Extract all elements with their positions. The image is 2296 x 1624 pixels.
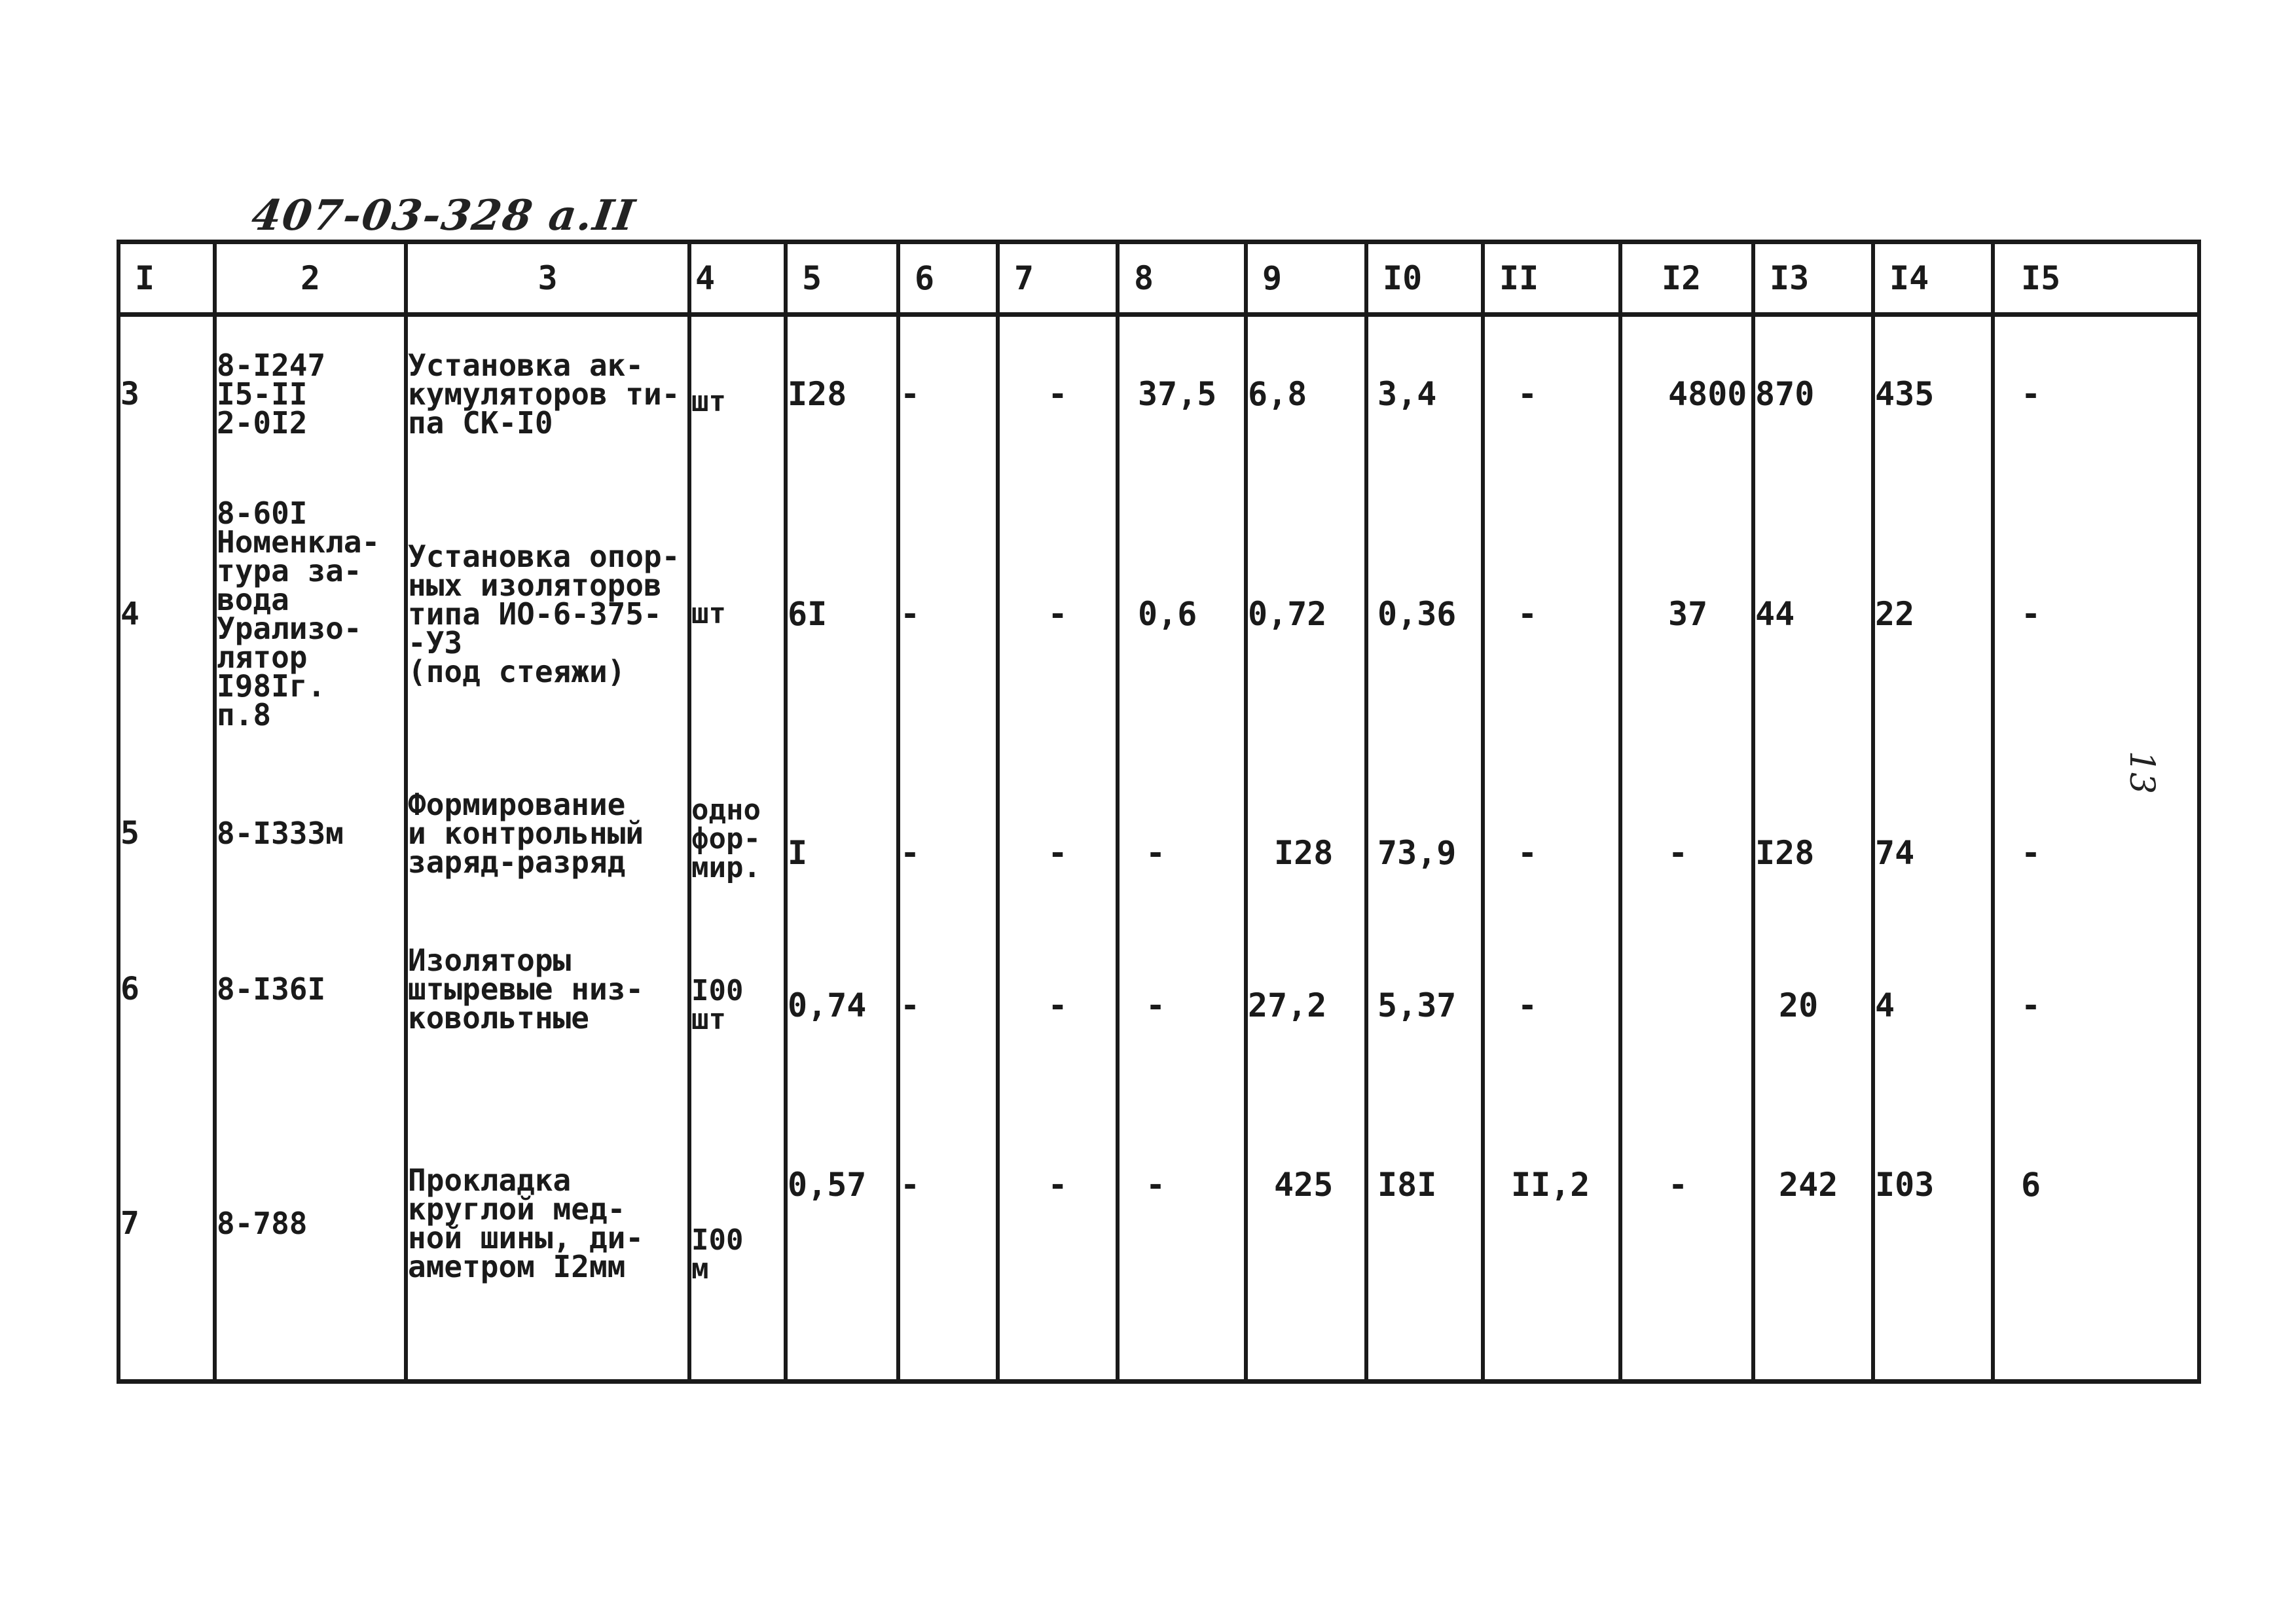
unit-of-measure: одно фор- мир. xyxy=(689,757,786,911)
cell-value: - xyxy=(1993,472,2199,757)
row-number: 6 xyxy=(118,911,215,1068)
cell-value: I28 xyxy=(1753,757,1873,911)
row-number: 5 xyxy=(118,757,215,911)
table-row xyxy=(118,757,2199,911)
cell-value: 0,57 xyxy=(786,1068,898,1382)
cell-value: 20 xyxy=(1753,911,1873,1068)
cell-value: 27,2 xyxy=(1246,911,1366,1068)
cell-value: II,2 xyxy=(1483,1068,1620,1382)
cell-value: - xyxy=(1620,757,1753,911)
column-header: 4 xyxy=(689,242,786,315)
cell-value: - xyxy=(998,757,1118,911)
cell-value: I03 xyxy=(1873,1068,1993,1382)
cell-value: - xyxy=(1993,911,2199,1068)
unit-of-measure: шт xyxy=(689,472,786,757)
cell-value: 425 xyxy=(1246,1068,1366,1382)
column-header: I xyxy=(118,242,215,315)
cell-value: - xyxy=(1483,472,1620,757)
work-description: Установка опор- ных изоляторов типа ИО-6-375- -У3 (под стеяжи) xyxy=(406,472,689,757)
cell-value: 6 xyxy=(1993,1068,2199,1382)
cell-value: 6,8 xyxy=(1246,315,1366,472)
table-header-row xyxy=(118,242,2199,315)
cell-value: 5,37 xyxy=(1366,911,1483,1068)
cell-value: - xyxy=(998,472,1118,757)
row-number: 3 xyxy=(118,315,215,472)
table-row xyxy=(118,911,2199,1068)
norm-code: 8-I247 I5-II 2-0I2 xyxy=(215,315,406,472)
column-header: I3 xyxy=(1753,242,1873,315)
cell-value: - xyxy=(1483,315,1620,472)
column-header: I5 xyxy=(1993,242,2199,315)
work-description: Установка ак- кумуляторов ти- па СК-I0 xyxy=(406,315,689,472)
cell-value: I28 xyxy=(1246,757,1366,911)
column-header: 7 xyxy=(998,242,1118,315)
column-header: I2 xyxy=(1620,242,1753,315)
row-number: 4 xyxy=(118,472,215,757)
cell-value: - xyxy=(998,1068,1118,1382)
column-header: I4 xyxy=(1873,242,1993,315)
table-row xyxy=(118,1068,2199,1382)
unit-of-measure: I00 шт xyxy=(689,911,786,1068)
cell-value: - xyxy=(898,757,998,911)
cell-value: 242 xyxy=(1753,1068,1873,1382)
norm-code: 8-I333м xyxy=(215,757,406,911)
cell-value: 22 xyxy=(1873,472,1993,757)
cell-value: - xyxy=(1993,757,2199,911)
unit-of-measure: шт xyxy=(689,315,786,472)
cell-value: 37 xyxy=(1620,472,1753,757)
cell-value xyxy=(1620,911,1753,1068)
cell-value: 3,4 xyxy=(1366,315,1483,472)
cell-value: I28 xyxy=(786,315,898,472)
cell-value: 73,9 xyxy=(1366,757,1483,911)
cell-value: - xyxy=(1620,1068,1753,1382)
column-header: II xyxy=(1483,242,1620,315)
cell-value: - xyxy=(1118,757,1246,911)
document-code: 407-03-328 а.II xyxy=(248,191,639,240)
column-header: 8 xyxy=(1118,242,1246,315)
column-header: 6 xyxy=(898,242,998,315)
cell-value: 4800 xyxy=(1620,315,1753,472)
cell-value: - xyxy=(1118,1068,1246,1382)
column-header: I0 xyxy=(1366,242,1483,315)
cell-value: 4 xyxy=(1873,911,1993,1068)
cell-value: 44 xyxy=(1753,472,1873,757)
specification-table-wrapper xyxy=(117,240,2197,1375)
cell-value: - xyxy=(1483,757,1620,911)
cell-value: I8I xyxy=(1366,1068,1483,1382)
work-description: Изоляторы штыревые низ- ковольтные xyxy=(406,911,689,1068)
cell-value: 0,72 xyxy=(1246,472,1366,757)
cell-value: 74 xyxy=(1873,757,1993,911)
cell-value: 0,36 xyxy=(1366,472,1483,757)
column-header: 9 xyxy=(1246,242,1366,315)
norm-code: 8-60I Номенкла- тура за- вода Урализо- лятор I98Iг. п.8 xyxy=(215,472,406,757)
norm-code: 8-788 xyxy=(215,1068,406,1382)
table-row xyxy=(118,315,2199,472)
cell-value: 435 xyxy=(1873,315,1993,472)
cell-value: - xyxy=(1483,911,1620,1068)
work-description: Формирование и контрольный заряд-разряд xyxy=(406,757,689,911)
cell-value: - xyxy=(998,911,1118,1068)
page-number: 13 xyxy=(2122,750,2162,795)
specification-table xyxy=(117,240,2201,1384)
cell-value: - xyxy=(1993,315,2199,472)
table-row xyxy=(118,472,2199,757)
cell-value: - xyxy=(1118,911,1246,1068)
cell-value: - xyxy=(998,315,1118,472)
column-header: 2 xyxy=(215,242,406,315)
cell-value: I xyxy=(786,757,898,911)
norm-code: 8-I36I xyxy=(215,911,406,1068)
row-number: 7 xyxy=(118,1068,215,1382)
unit-of-measure: I00 м xyxy=(689,1068,786,1382)
cell-value: - xyxy=(898,1068,998,1382)
column-header: 3 xyxy=(406,242,689,315)
cell-value: 6I xyxy=(786,472,898,757)
cell-value: 37,5 xyxy=(1118,315,1246,472)
work-description: Прокладка круглой мед- ной шины, ди- аметром I2мм xyxy=(406,1068,689,1382)
cell-value: 870 xyxy=(1753,315,1873,472)
cell-value: 0,6 xyxy=(1118,472,1246,757)
column-header: 5 xyxy=(786,242,898,315)
cell-value: - xyxy=(898,315,998,472)
cell-value: - xyxy=(898,911,998,1068)
cell-value: - xyxy=(898,472,998,757)
cell-value: 0,74 xyxy=(786,911,898,1068)
